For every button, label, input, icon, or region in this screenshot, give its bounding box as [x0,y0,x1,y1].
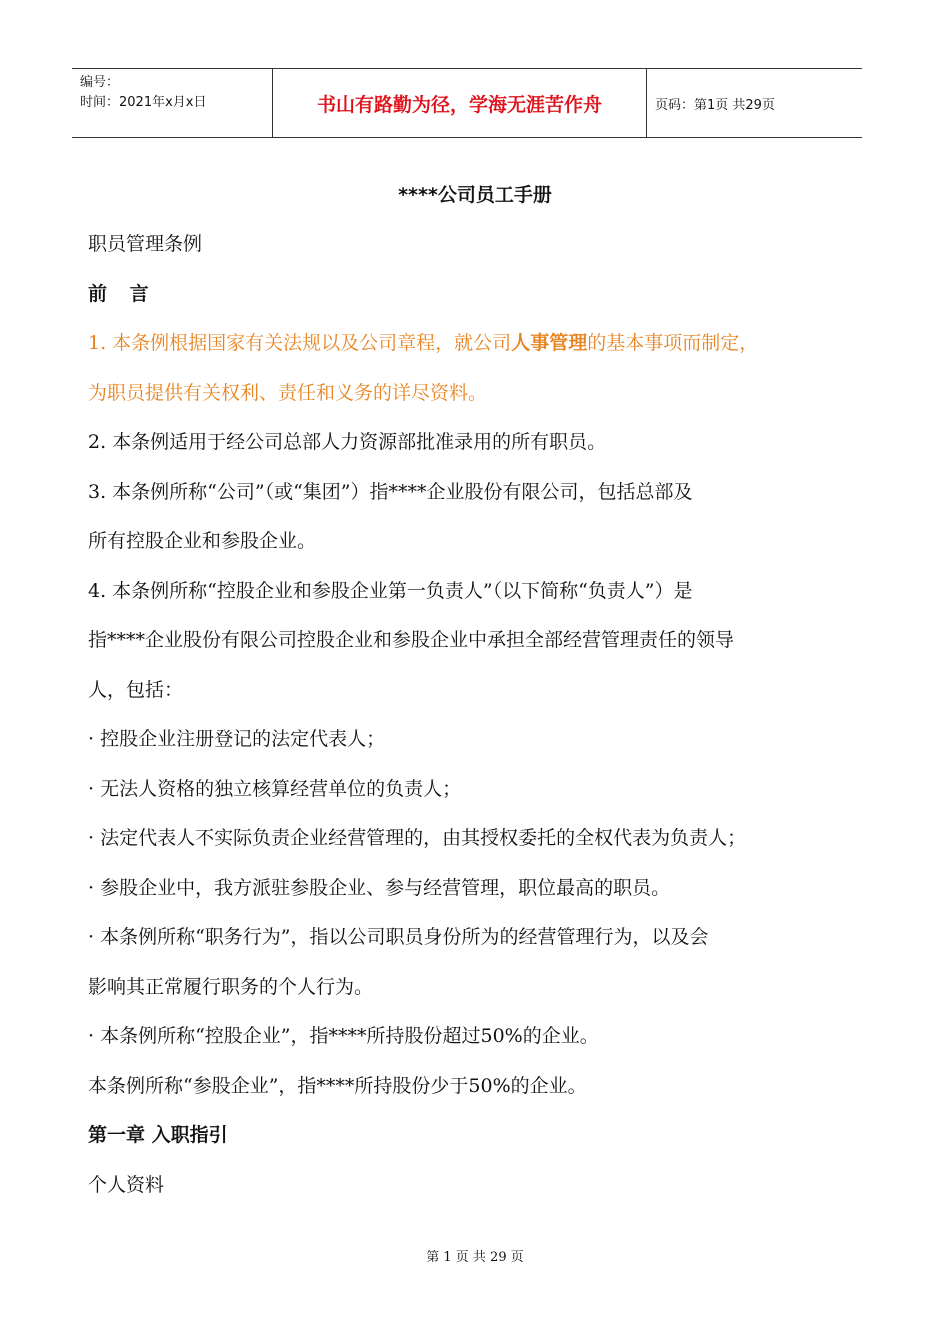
document-header [72,68,862,138]
subtitle: 职员管理条例 [88,233,203,255]
bullet-4: · 参股企业中，我方派驻参股企业、参与经营管理，职位最高的职员。 [88,876,671,899]
bullet-1: · 控股企业注册登记的法定代表人； [88,728,386,750]
item-4-line-2: 指****企业股份有限公司控股企业和参股企业中承担全部经营管理责任的领导 [88,629,735,651]
item-1-emphasis: 人事管理 [511,332,588,354]
bullet-5-line-1: · 本条例所称“职务行为”，指以公司职员身份所为的经营管理行为，以及会 [88,926,709,948]
chapter-1-heading: 第一章 入职指引 [88,1124,228,1146]
header-motto: 书山有路勤为径，学海无涯苦作舟 [273,69,647,137]
section-personal-info: 个人资料 [88,1173,165,1196]
page-footer: 第 1 页 共 29 页 [426,1250,524,1265]
header-meta-cell [72,69,273,137]
document-date-label: 时间：2021年x月x日 [80,95,207,110]
item-3-line-2: 所有控股企业和参股企业。 [88,530,317,552]
item-1-text-a: 本条例根据国家有关法规以及公司章程，就公司 [112,332,512,354]
header-page-info: 页码：第1页 共29页 [655,97,775,113]
item-1-line-1 [88,327,858,377]
preface-heading: 前 言 [88,282,157,305]
document-title: ****公司员工手册 [398,184,552,206]
bullet-6: · 本条例所称“控股企业”，指****所持股份超过50%的企业。 [88,1025,599,1047]
item-2: 2. 本条例适用于经公司总部人力资源部批准录用的所有职员。 [88,431,607,453]
bullet-5-line-2: 影响其正常履行职务的个人行为。 [88,975,374,998]
item-1-number: 1. [88,332,113,354]
item-4-line-3: 人，包括： [88,678,184,701]
paragraph-last: 本条例所称“参股企业”，指****所持股份少于50%的企业。 [88,1074,587,1097]
item-1-text-b: 的基本事项而制定， [587,332,759,354]
item-1-line-2: 为职员提供有关权利、责任和义务的详尽资料。 [88,381,488,404]
item-3-line-1: 3. 本条例所称“公司”（或“集团”）指****企业股份有限公司，包括总部及 [88,480,693,503]
item-4-line-1: 4. 本条例所称“控股企业和参股企业第一负责人”（以下简称“负责人”）是 [88,579,693,602]
bullet-3: · 法定代表人不实际负责企业经营管理的，由其授权委托的全权代表为负责人； [88,827,747,849]
document-body [88,228,858,1218]
bullet-2: · 无法人资格的独立核算经营单位的负责人； [88,777,462,800]
document-number-label: 编号： [80,75,120,90]
